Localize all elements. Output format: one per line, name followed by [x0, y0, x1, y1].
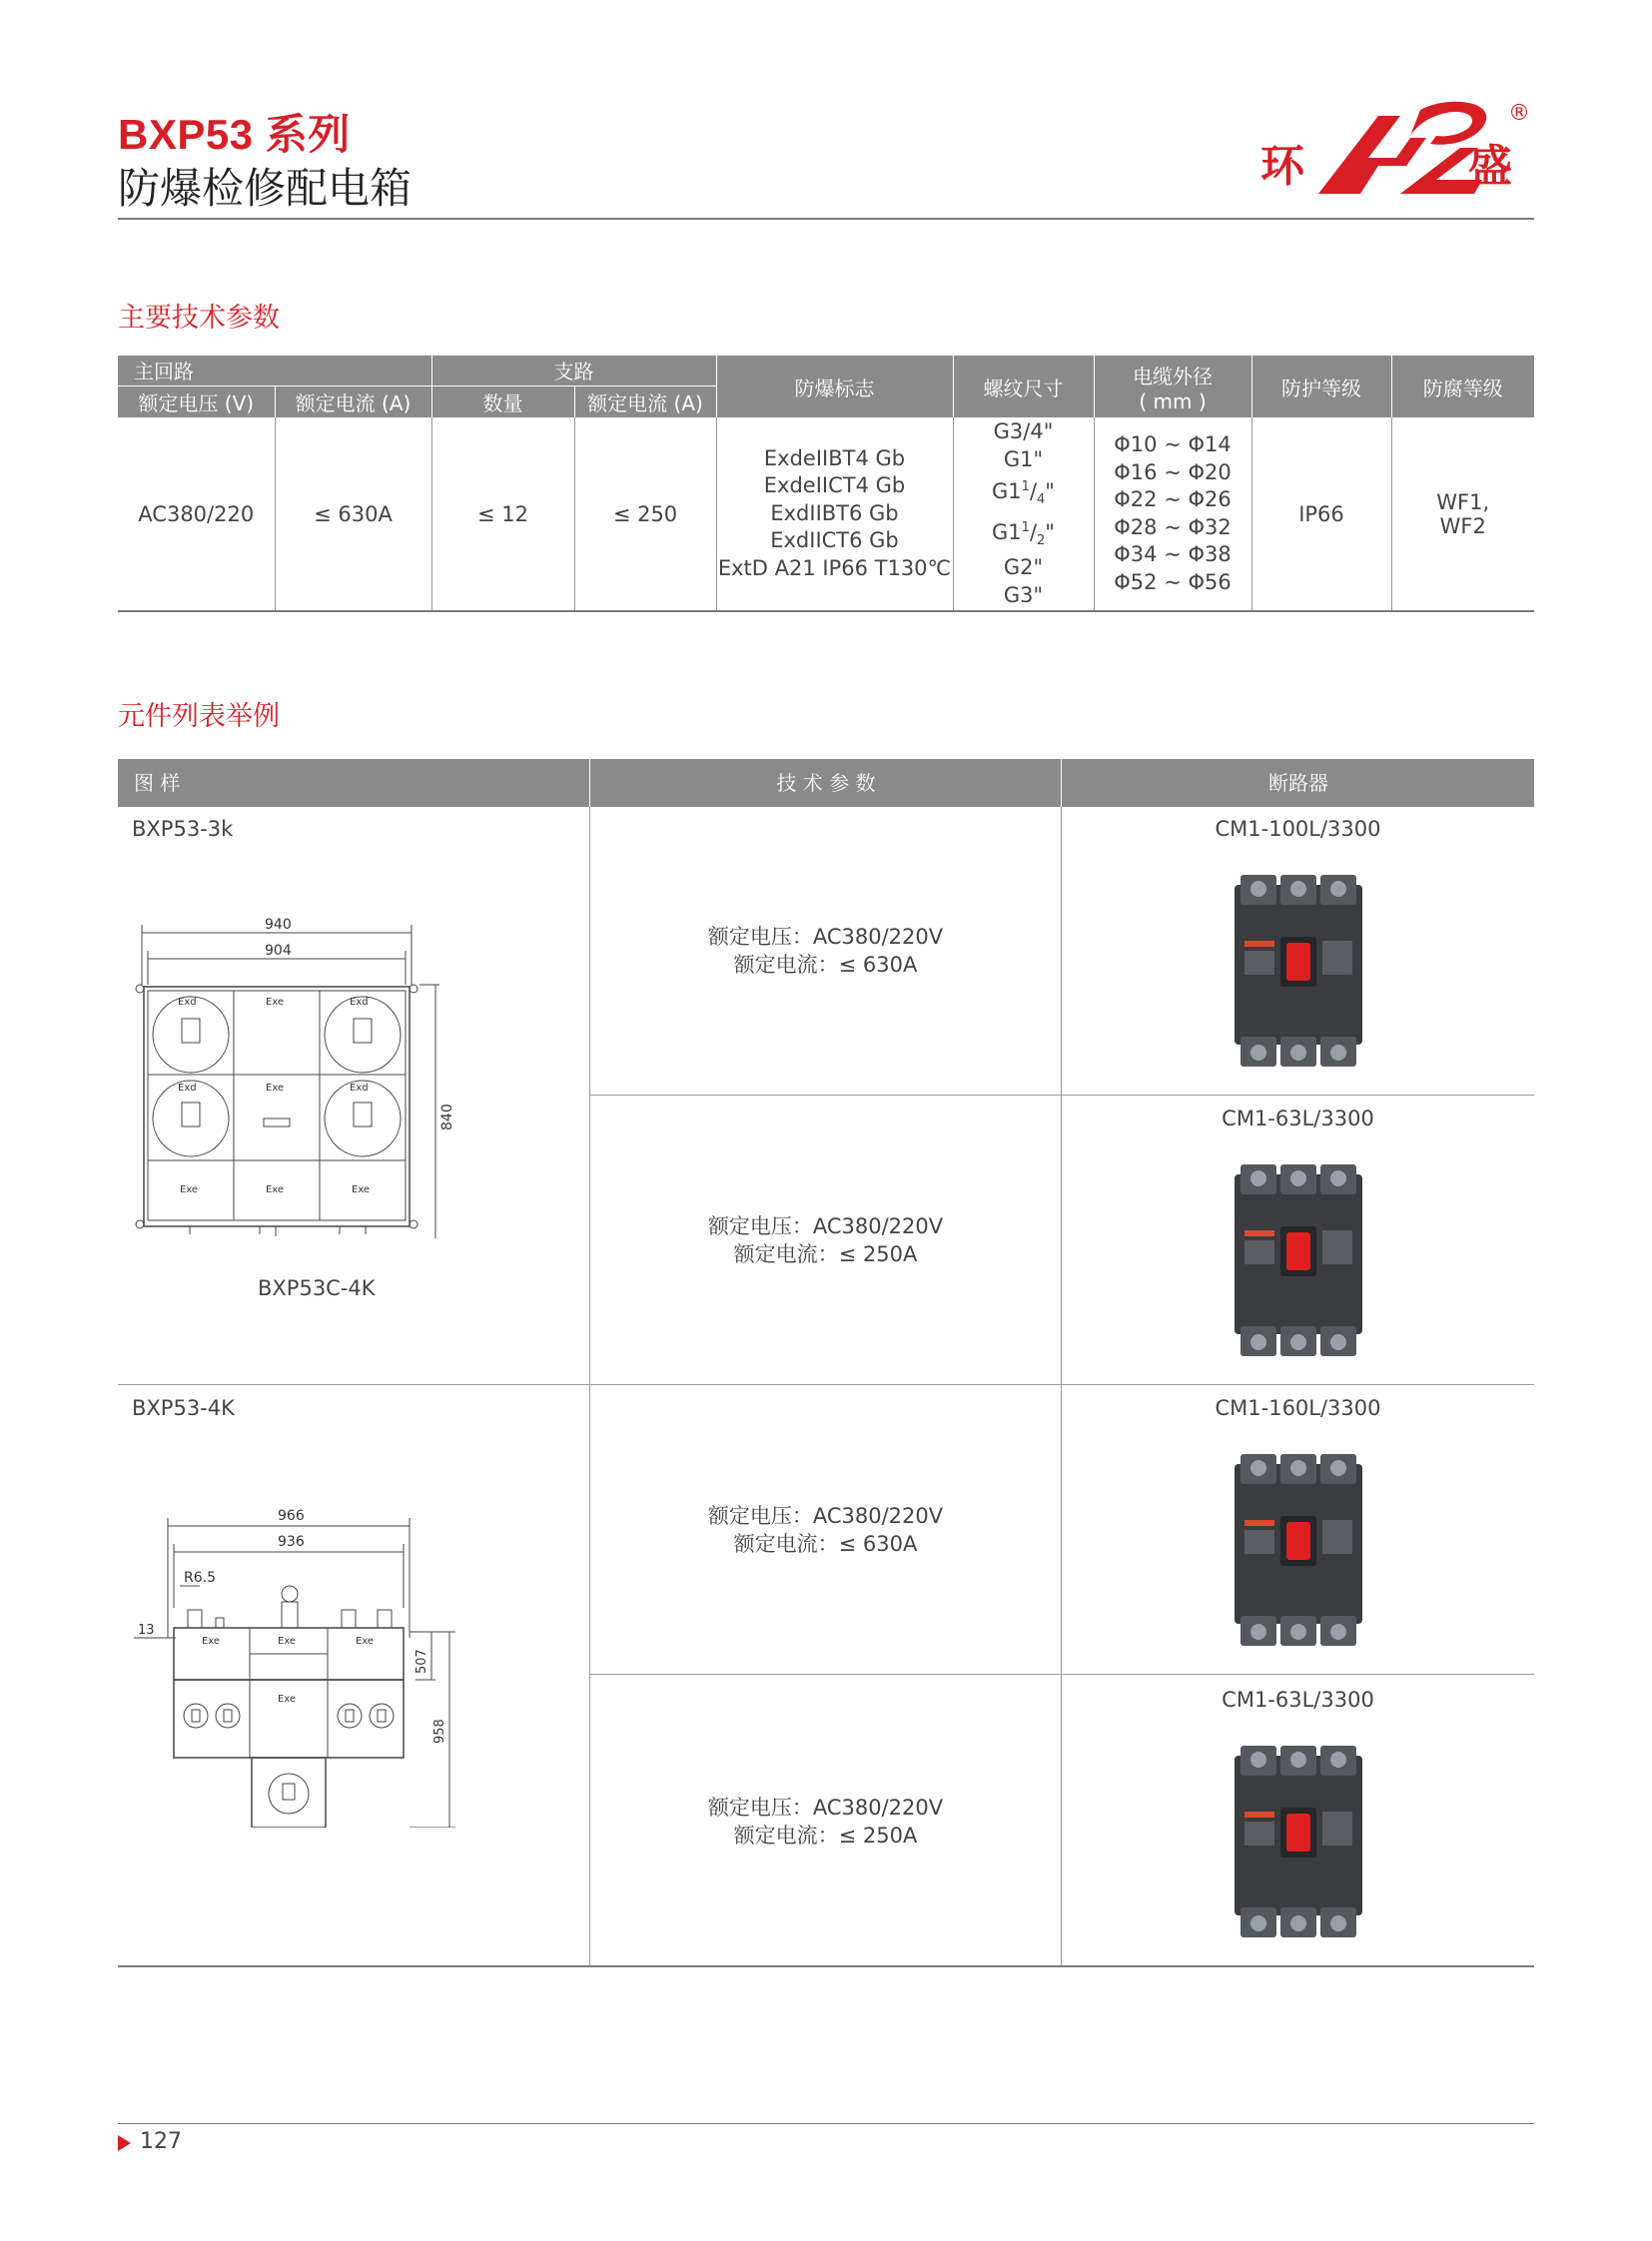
- breaker-model: CM1-63L/3300: [1222, 1688, 1374, 1712]
- grid-line: [589, 1674, 1534, 1675]
- header-breaker: 断路器: [1061, 759, 1535, 807]
- param-block: 额定电压：AC380/220V 额定电流：≤ 250A: [707, 1214, 944, 1266]
- svg-text:Exe: Exe: [352, 1184, 371, 1195]
- header-params: 技 术 参 数: [589, 759, 1062, 807]
- spec-section-title: 主要技术参数: [118, 303, 280, 334]
- header-divider: [118, 218, 1534, 220]
- drawing-caption: BXP53C-4K: [258, 1276, 376, 1300]
- svg-text:Exe: Exe: [266, 1184, 285, 1195]
- header-rated-current: 额定电流 (A): [275, 385, 431, 417]
- cell-ex-marks: ExdeIIBT4 Gb ExdeIICT4 Gb ExdIIBT6 Gb ExdIICT6 Gb ExtD A21 IP66 T130℃: [716, 417, 953, 611]
- svg-text:940: 940: [265, 917, 292, 933]
- grid-line: [118, 1384, 1534, 1385]
- svg-text:R6.5: R6.5: [184, 1570, 216, 1586]
- grid-line: [589, 1095, 1534, 1096]
- breaker-image: [1229, 1160, 1368, 1360]
- svg-text:13: 13: [138, 1623, 155, 1638]
- header-ex-mark: 防爆标志: [716, 356, 953, 417]
- header-thread: 螺纹尺寸: [953, 356, 1094, 417]
- svg-text:Exe: Exe: [278, 1636, 297, 1647]
- header-branch-current: 额定电流 (A): [574, 385, 716, 417]
- page-marker-icon: [118, 2135, 131, 2151]
- svg-text:904: 904: [265, 943, 292, 959]
- logo-right-char: 盛: [1468, 141, 1512, 192]
- cell-voltage: AC380/220: [118, 417, 275, 611]
- grid-line: [1061, 807, 1062, 1967]
- svg-text:Exd: Exd: [350, 1083, 369, 1094]
- svg-text:Exe: Exe: [278, 1694, 297, 1705]
- header-rated-voltage: 额定电压 (V): [118, 385, 275, 417]
- header-ip: 防护等级: [1251, 356, 1391, 417]
- svg-text:840: 840: [439, 1104, 455, 1130]
- breaker-image: [1229, 871, 1368, 1071]
- param-block: 额定电压：AC380/220V 额定电流：≤ 630A: [707, 1504, 944, 1556]
- header-anticorrosion: 防腐等级: [1391, 356, 1534, 417]
- product-title: 防爆检修配电箱: [118, 164, 413, 213]
- brand-logo: [1260, 96, 1540, 206]
- header-cable-od: 电缆外径 ( mm ): [1094, 356, 1251, 417]
- header-quantity: 数量: [431, 385, 574, 417]
- component-table-header: [118, 759, 1534, 807]
- cell-cable-od: Φ10 ~ Φ14 Φ16 ~ Φ20 Φ22 ~ Φ26 Φ28 ~ Φ32 Φ34 ~ Φ38 Φ52 ~ Φ56: [1094, 417, 1251, 611]
- cell-quantity: ≤ 12: [431, 417, 574, 611]
- header-branch: 支路: [431, 356, 716, 385]
- header-main-circuit: 主回路: [118, 356, 431, 385]
- breaker-model: CM1-160L/3300: [1215, 1396, 1381, 1420]
- breaker-model: CM1-100L/3300: [1215, 817, 1381, 841]
- svg-text:Exe: Exe: [356, 1636, 375, 1647]
- param-block: 额定电压：AC380/220V 额定电流：≤ 630A: [707, 925, 944, 977]
- cell-threads: G3/4" G1" $G1^1/_4$" $G1^1/_2$" G2" G3": [953, 417, 1094, 611]
- spec-table: [118, 356, 1534, 612]
- model-label: BXP53-3k: [132, 817, 234, 841]
- svg-text:507: 507: [414, 1649, 429, 1674]
- drawing-bxp53c-4k: [130, 909, 469, 1238]
- svg-text:Exe: Exe: [266, 997, 285, 1008]
- param-block: 额定电压：AC380/220V 额定电流：≤ 250A: [707, 1796, 944, 1848]
- model-label: BXP53-4K: [132, 1396, 235, 1420]
- cell-anticorrosion: WF1, WF2: [1391, 417, 1534, 611]
- svg-text:Exe: Exe: [266, 1083, 285, 1094]
- breaker-model: CM1-63L/3300: [1222, 1107, 1374, 1130]
- svg-text:966: 966: [278, 1508, 305, 1524]
- component-section-title: 元件列表举例: [118, 701, 280, 732]
- cell-current: ≤ 630A: [275, 417, 431, 611]
- logo-left-char: 环: [1260, 141, 1304, 192]
- svg-text:Exe: Exe: [180, 1184, 199, 1195]
- drawing-bxp53-4k: [120, 1498, 459, 1828]
- svg-text:936: 936: [278, 1534, 305, 1550]
- page-number: 127: [140, 2129, 182, 2154]
- svg-text:Exd: Exd: [178, 997, 197, 1008]
- breaker-image: [1229, 1450, 1368, 1650]
- svg-text:Exe: Exe: [202, 1636, 221, 1647]
- svg-text:958: 958: [432, 1719, 447, 1744]
- cell-branch-current: ≤ 250: [574, 417, 716, 611]
- table-bottom-rule: [118, 1965, 1534, 1967]
- svg-text:Exd: Exd: [350, 997, 369, 1008]
- svg-text:Exd: Exd: [178, 1083, 197, 1094]
- footer-divider: [118, 2123, 1534, 2124]
- header-figure: 图 样: [134, 771, 181, 795]
- series-title: BXP53 系列: [118, 111, 351, 158]
- registered-mark: ®: [1508, 101, 1530, 126]
- cell-ip: IP66: [1251, 417, 1391, 611]
- breaker-image: [1229, 1742, 1368, 1941]
